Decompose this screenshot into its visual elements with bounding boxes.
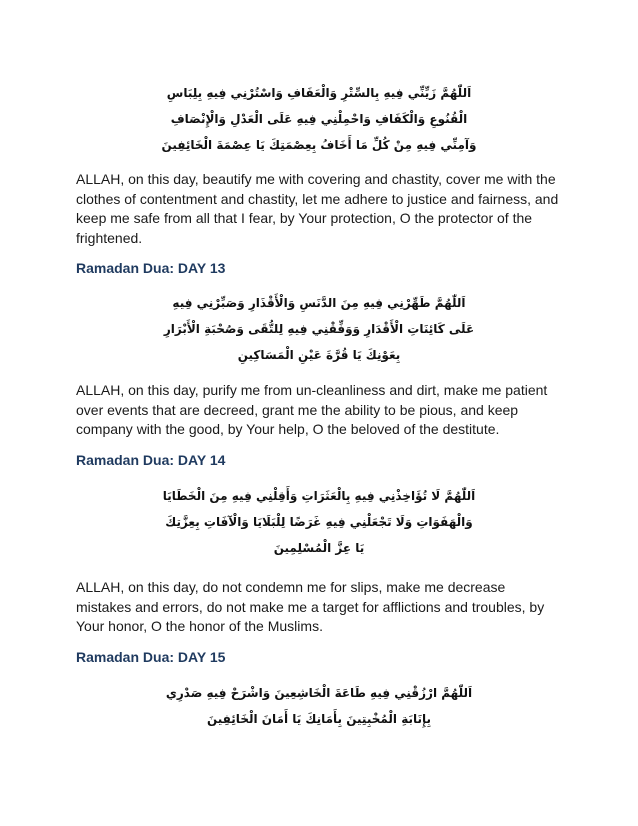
arabic-line: وَالْهَفَوَاتِ وَلَا تَجْعَلْنِي فِيهِ غَرَضًا لِلْبَلَايَا وَالْآفَاتِ بِعِزَّتِكَ	[165, 515, 473, 529]
arabic-dua-day-15	[0, 680, 638, 732]
arabic-dua-day-14	[0, 483, 638, 561]
arabic-line: وَآمِنِّي فِيهِ مِنْ كُلِّ مَا أَخَافُ بِعِصْمَتِكَ يَا عِصْمَةَ الْخَائِفِينَ	[161, 138, 477, 152]
arabic-line: يَا عِزَّ الْمُسْلِمِينَ	[273, 541, 365, 555]
arabic-line: بِإِنَابَةِ الْمُخْبِتِينَ بِأَمَانِكَ يَا أَمَانَ الْخَائِفِينَ	[206, 712, 432, 726]
heading-day-14: Ramadan Dua: DAY 14	[76, 452, 226, 468]
translation-day-14: ALLAH, on this day, do not condemn me for slips, make me decrease mistakes and errors, do not make me a target for afflictions and troubles, by Your honor, O the honor of the Muslims.	[76, 579, 545, 634]
arabic-dua-day-12	[0, 80, 638, 158]
arabic-line: اَللّٰهُمَّ زَيِّنِّي فِيهِ بِالسِّتْرِ وَالْعَفَافِ وَاسْتُرْنِي فِيهِ بِلِبَاسِ	[166, 86, 472, 100]
arabic-line: الْقُنُوعِ وَالْكَفَافِ وَاحْمِلْنِي فِيهِ عَلَى الْعَدْلِ وَالْإِنْصَافِ	[170, 112, 468, 126]
arabic-line: عَلَى كَائِنَاتِ الْأَقْدَارِ وَوَفِّقْنِي فِيهِ لِلتُّقَى وَصُحْبَةِ الْأَبْرَارِ	[163, 322, 475, 336]
translation-day-13: ALLAH, on this day, purify me from un-cleanliness and dirt, make me patient over events that are decreed, grant me the ability to be pious, and keep company with the good, by Your help, O the beloved of the destitute.	[76, 382, 548, 437]
heading-day-15: Ramadan Dua: DAY 15	[76, 649, 226, 665]
arabic-dua-day-13	[0, 290, 638, 368]
heading-day-13: Ramadan Dua: DAY 13	[76, 260, 226, 276]
arabic-line: بِعَوْنِكَ يَا قُرَّةَ عَيْنِ الْمَسَاكِينِ	[237, 348, 401, 362]
arabic-line: اَللّٰهُمَّ طَهِّرْنِي فِيهِ مِنَ الدَّنَسِ وَالْأَقْذَارِ وَصَبِّرْنِي فِيهِ	[172, 296, 466, 310]
translation-day-12: ALLAH, on this day, beautify me with covering and chastity, cover me with the clothes of contentment and chastity, let me adhere to justice and fairness, and keep me safe from all that I fear, by Your protection, O the protector of the frightened.	[76, 171, 559, 246]
arabic-line: اَللّٰهُمَّ ارْزُقْنِي فِيهِ طَاعَةَ الْخَاشِعِينَ وَاشْرَحْ فِيهِ صَدْرِي	[165, 686, 473, 700]
arabic-line: اَللّٰهُمَّ لَا تُؤَاخِذْنِي فِيهِ بِالْعَثَرَاتِ وَأَقِلْنِي فِيهِ مِنَ الْخَطَايَا	[162, 489, 476, 503]
